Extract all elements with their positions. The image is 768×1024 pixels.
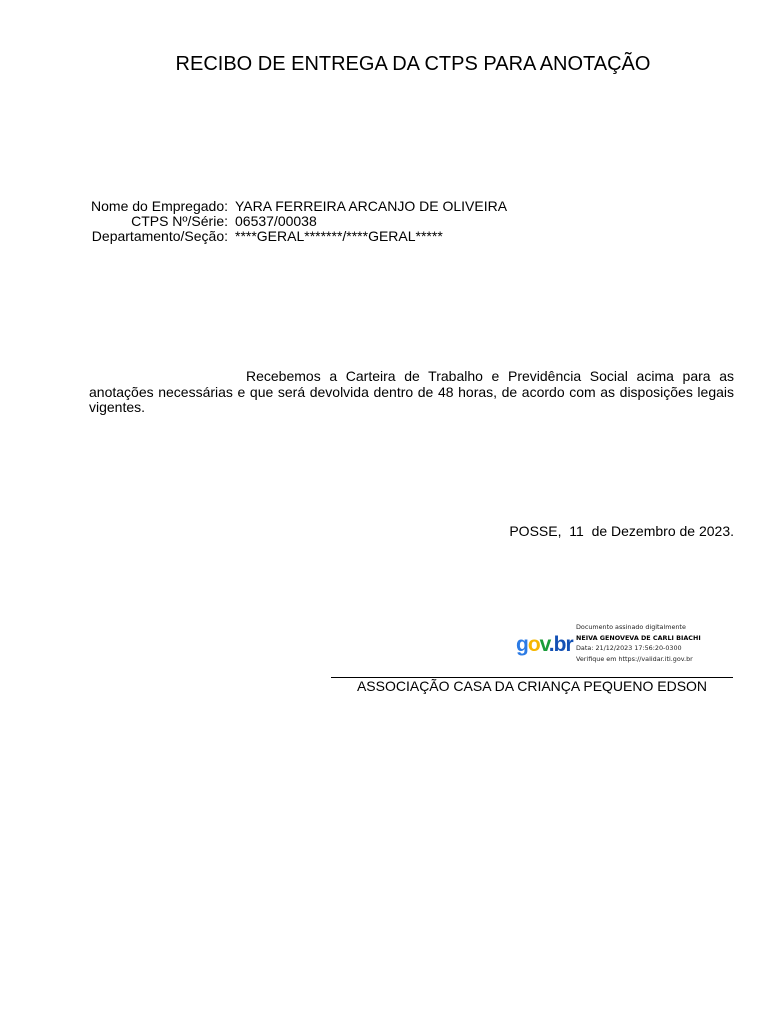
field-label: Nome do Empregado: (91, 198, 228, 214)
field-row-ctps (89, 214, 507, 229)
field-value: ****GERAL*******/****GERAL***** (235, 228, 443, 244)
document-title: RECIBO DE ENTREGA DA CTPS PARA ANOTAÇÃO (175, 53, 651, 75)
digital-signature-stamp (516, 622, 716, 668)
field-value: YARA FERREIRA ARCANJO DE OLIVEIRA (235, 198, 508, 214)
signer-name: NEIVA GENOVEVA DE CARLI BIACHI (576, 633, 701, 642)
signature-details (576, 622, 701, 664)
gov-br-logo-icon: gov.br (516, 633, 573, 656)
signature-caption: Documento assinado digitalmente (576, 623, 686, 631)
field-label: Departamento/Seção: (91, 228, 228, 244)
organization-name: ASSOCIAÇÃO CASA DA CRIANÇA PEQUENO EDSON (356, 678, 708, 694)
signature-date: Data: 21/12/2023 17:56:20-0300 (576, 644, 682, 652)
signature-verify-link: Verifique em https://validar.iti.gov.br (576, 654, 693, 663)
field-label: CTPS Nº/Série: (131, 213, 228, 229)
field-value: 06537/00038 (235, 213, 317, 229)
employee-fields (89, 199, 507, 244)
receipt-body-text: Recebemos a Carteira de Trabalho e Previdência Social acima para as anotações necessárias e que será devolvida dentro de 48 horas, de acordo com as disposições legais vigentes. (89, 368, 734, 415)
field-row-name (89, 199, 507, 214)
field-row-department (89, 229, 507, 244)
date-line: POSSE, 11 de Dezembro de 2023. (509, 523, 734, 539)
